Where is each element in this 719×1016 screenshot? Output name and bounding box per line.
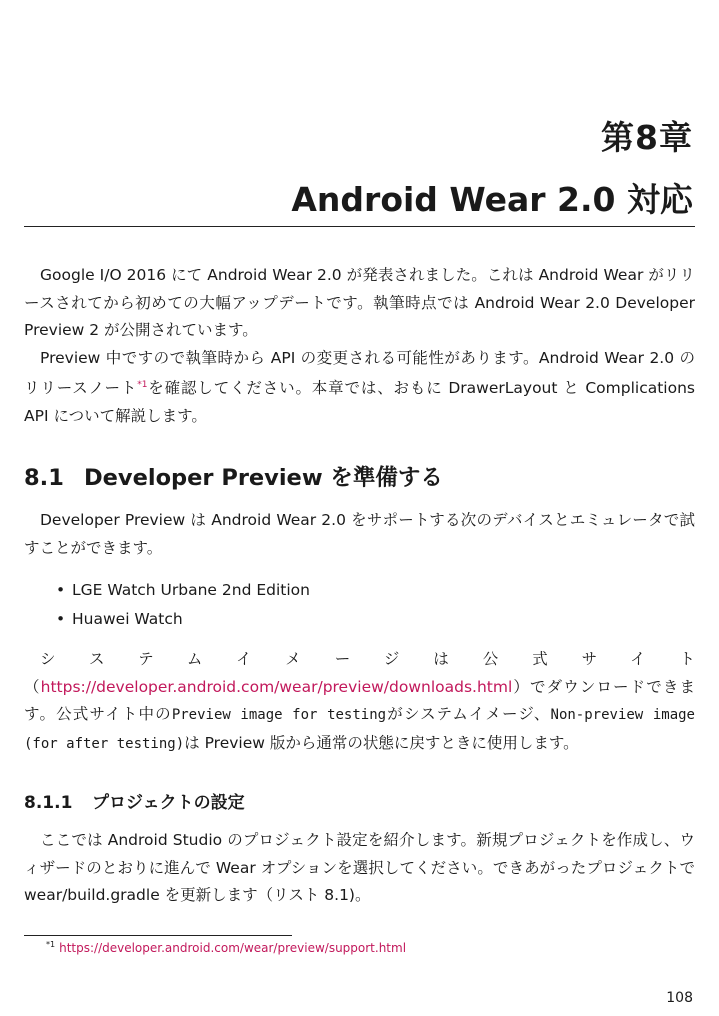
device-list [56, 576, 310, 634]
section-heading-8-1 [24, 460, 443, 492]
section-number: 8.1 [24, 465, 64, 491]
page-number: 108 [666, 990, 693, 1006]
chapter-number: 第8章 [601, 118, 693, 157]
paragraph-text: がシステムイメージ、 [386, 705, 551, 724]
intro-section [24, 262, 695, 431]
section-8-1-1-body [24, 827, 695, 910]
section-8-1-paragraph-1: Developer Preview は Android Wear 2.0 をサポートする次のデバイスとエミュレータで試すことができます。 [24, 511, 695, 557]
list-item: • LGE Watch Urbane 2nd Edition [56, 576, 310, 605]
intro-paragraph-1: Google I/O 2016 にて Android Wear 2.0 が発表されました。これは Android Wear がリリースされてから初めての大幅アップデートです。執筆時点では Android Wear 2.0 Developer Preview 2 が公開されています。 [24, 266, 695, 340]
subsection-number: 8.1.1 [24, 793, 73, 813]
footnote-divider [24, 935, 292, 936]
section-8-1-1-paragraph-1: ここでは Android Studio のプロジェクト設定を紹介します。新規プロジェクトを作成し、ウィザードのとおりに進んで Wear オプションを選択してください。できあがったプロジェクトで wear/build.gradle を更新します（リスト 8.1)。 [24, 831, 695, 905]
section-title: Developer Preview を準備する [84, 465, 443, 491]
paragraph-text: ）でダウンロードできます。公式サイト中の [24, 677, 695, 724]
intro-p2-text-1: Preview 中ですので執筆時から API の変更される可能性があります。Android Wear 2.0 のリリースノート [24, 348, 695, 398]
intro-paragraph-2 [24, 345, 695, 431]
chapter-divider [24, 226, 695, 227]
footnote [46, 940, 406, 955]
inline-code: Preview image for testing [171, 707, 387, 724]
paragraph-text: は Preview 版から通常の状態に戻すときに使用します。 [184, 733, 579, 752]
inline-code: Non-preview image (for after testing) [24, 707, 695, 752]
chapter-title: Android Wear 2.0 対応 [291, 180, 693, 219]
subsection-title: プロジェクトの設定 [92, 793, 245, 813]
section-heading-8-1-1 [24, 788, 245, 813]
section-8-1-body [24, 646, 695, 758]
footnote-reference[interactable]: *1 [137, 380, 148, 391]
intro-p2-text-2: を確認してください。本章では、おもに DrawerLayout と Complications API について解説します。 [24, 379, 695, 426]
list-item: • Huawei Watch [56, 605, 310, 634]
section-8-1-paragraph-2 [24, 646, 695, 758]
downloads-link[interactable]: https://developer.android.com/wear/preview/downloads.html [40, 677, 513, 696]
section-8-1-intro [24, 507, 695, 562]
footnote-link[interactable]: https://developer.android.com/wear/preview/support.html [59, 941, 407, 955]
paragraph-text: システムイメージは公式サイト（ [24, 650, 695, 696]
footnote-mark: *1 [46, 940, 56, 949]
